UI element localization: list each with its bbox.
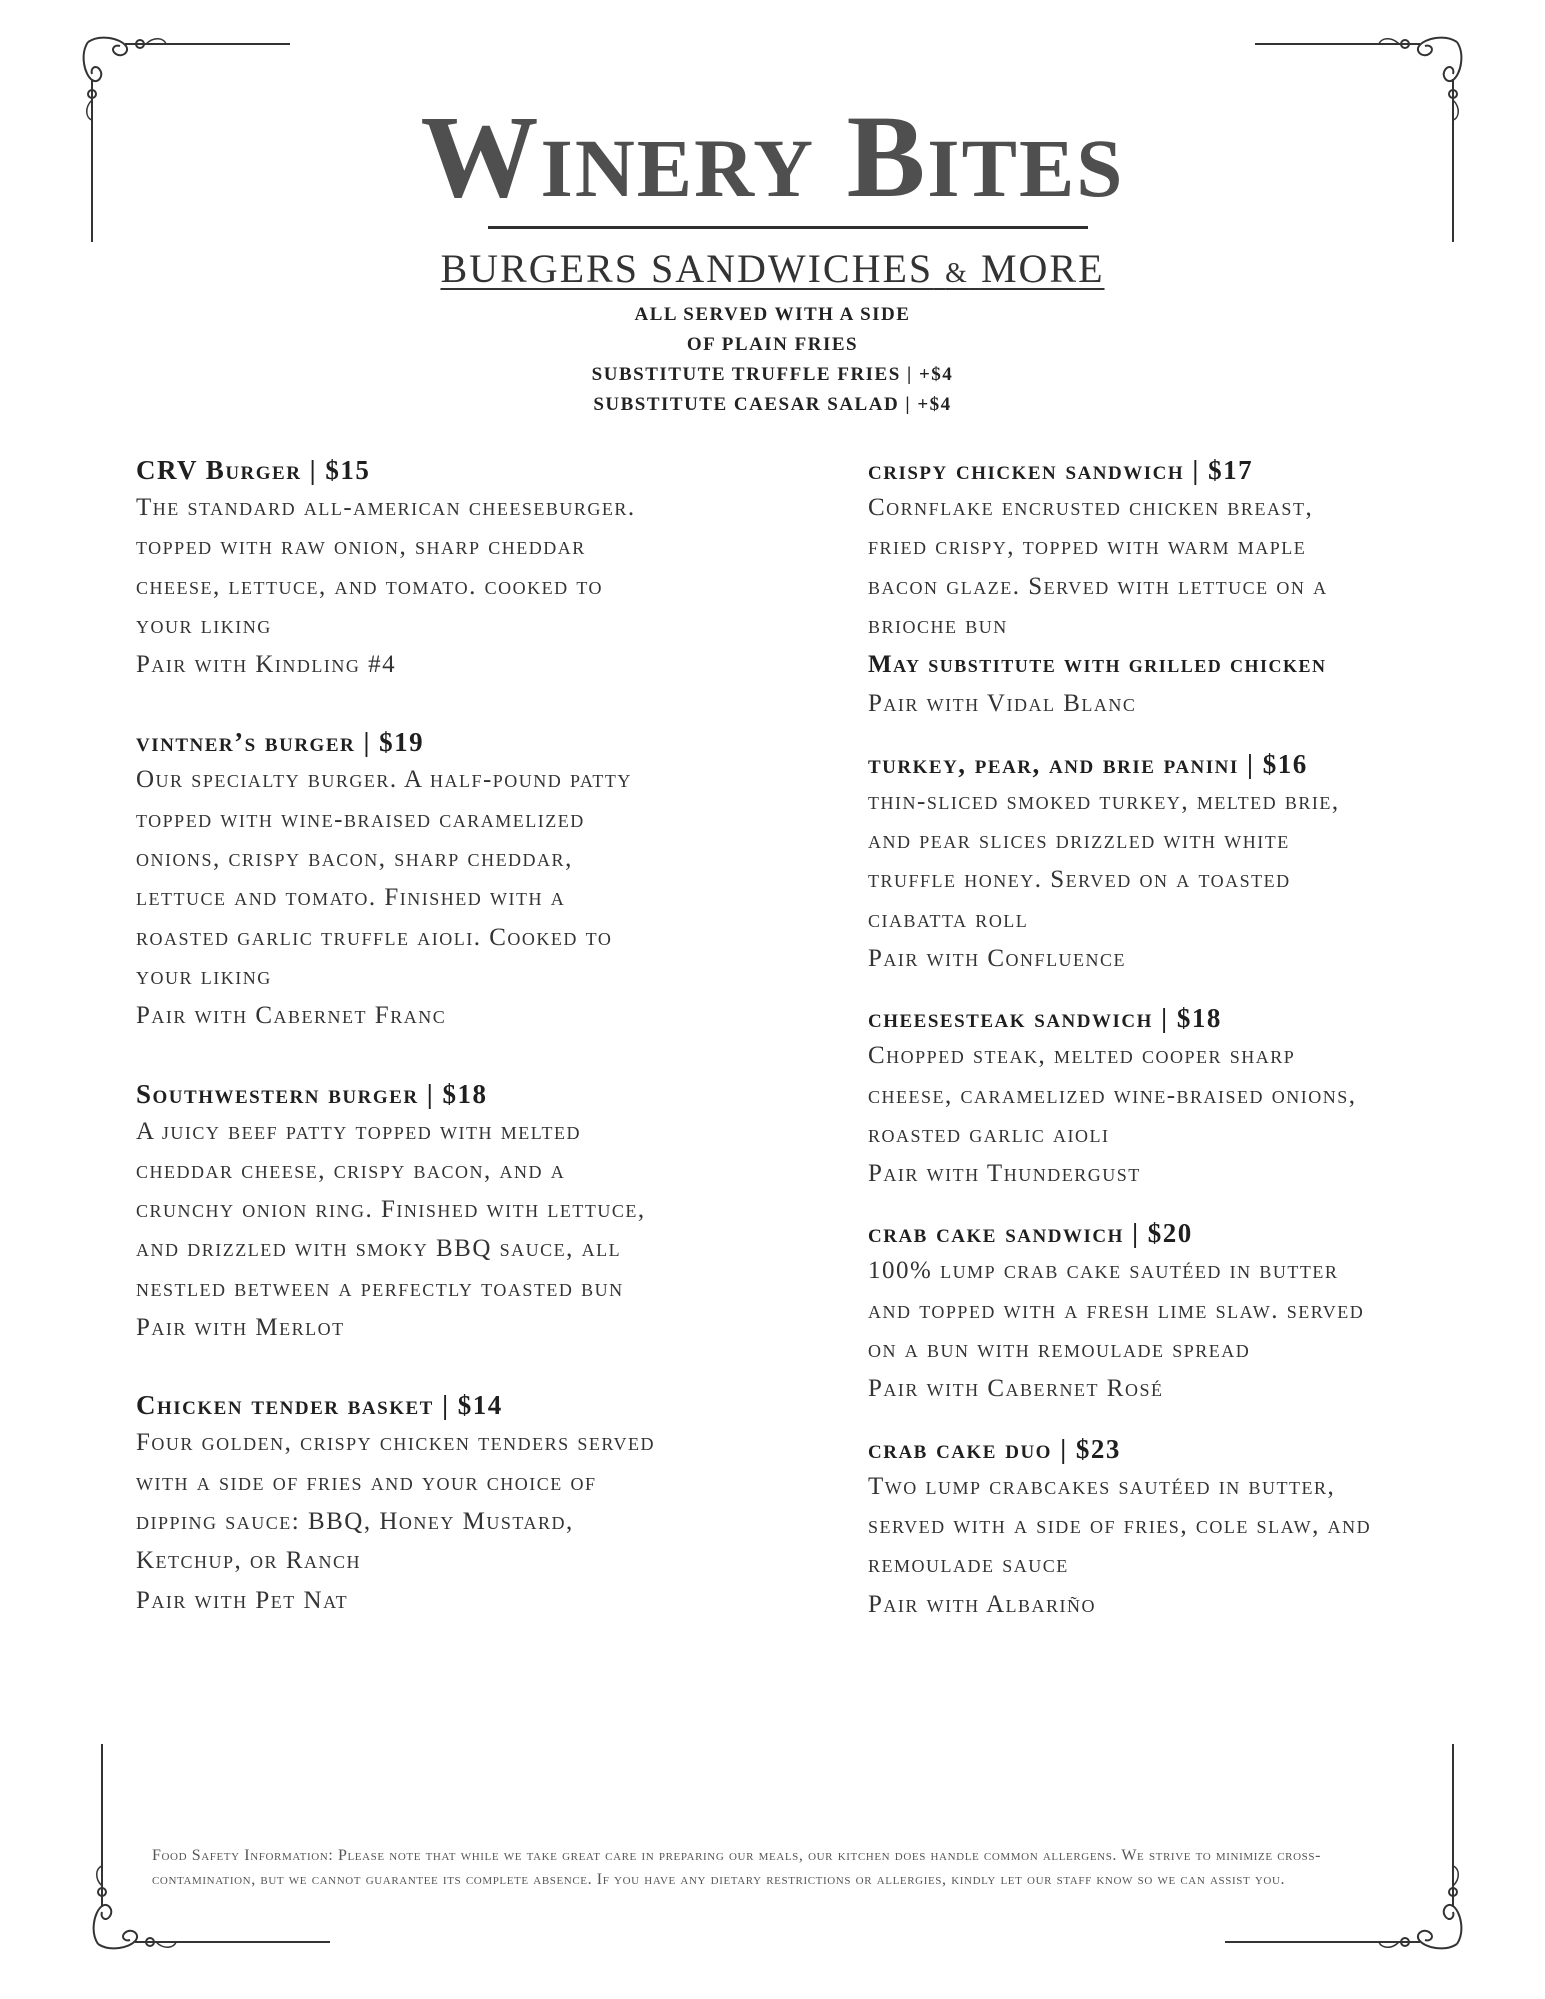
subtitle-end: MORE: [980, 246, 1105, 291]
menu-item-description: Our specialty burger. A half-pound patty topped with wine-braised caramelized onions, crispy bacon, sharp cheddar, lettuce and tomato. Finished with a roasted garlic truffle aioli. Cooked to your liking: [136, 766, 632, 990]
menu-item-name: crab cake sandwich | $20: [868, 1218, 1193, 1249]
menu-item-name: vintner’s burger | $19: [136, 727, 425, 758]
side-notes: [0, 300, 1545, 420]
menu-item-description: Cornflake encrusted chicken breast, fried crispy, topped with warm maple bacon glaze. Served with lettuce on a brioche bun: [868, 494, 1328, 639]
subtitle-ampersand: &: [945, 258, 969, 289]
menu-item-description: A juicy beef patty topped with melted cheddar cheese, crispy bacon, and a crunchy onion ring. Finished with lettuce, and drizzled with smoky BBQ sauce, all nestled between a perfectly toasted bun: [136, 1117, 646, 1302]
side-note: ALL SERVED WITH A SIDE: [634, 304, 911, 325]
menu-item: [136, 1076, 756, 1348]
menu-item: [868, 1431, 1468, 1624]
menu-item-substitution: May substitute with grilled chicken: [868, 651, 1327, 679]
menu-item-pairing: Pair with Pet Nat: [136, 1586, 349, 1614]
side-note: SUBSTITUTE TRUFFLE FRIES | +$4: [591, 364, 954, 385]
title-divider: [488, 226, 1088, 229]
menu-item-pairing: Pair with Kindling #4: [136, 651, 397, 679]
menu-item-description: thin-sliced smoked turkey, melted brie, and pear slices drizzled with white truffle honey. Served on a toasted ciabatta roll: [868, 787, 1340, 933]
food-safety-notice: Food Safety Information: Please note that while we take great care in preparing our meals, our kitchen does handle common allergens. We strive to minimize cross-contamination, but we cannot guarantee its complete absence. If you have any dietary restrictions or allergies, kindly let our staff know so we can assist you.: [152, 1847, 1322, 1888]
menu-item-description: Chopped steak, melted cooper sharp cheese, caramelized wine-braised onions, roasted garlic aioli: [868, 1042, 1357, 1148]
menu-item-description: The standard all-american cheeseburger. topped with raw onion, sharp cheddar cheese, lettuce, and tomato. cooked to your liking: [136, 494, 636, 639]
menu-item-name: crispy chicken sandwich | $17: [868, 455, 1254, 485]
menu-column-right: [868, 452, 1468, 1646]
menu-item-pairing: Pair with Thundergust: [868, 1160, 1141, 1188]
menu-item-pairing: Pair with Cabernet Rosé: [868, 1375, 1164, 1403]
side-note: SUBSTITUTE CAESAR SALAD | +$4: [593, 394, 952, 415]
menu-item-name: cheesesteak sandwich | $18: [868, 1003, 1222, 1034]
subtitle-main: BURGERS SANDWICHES: [440, 246, 934, 291]
menu-item: [868, 1215, 1468, 1408]
menu-item: [136, 724, 756, 1035]
menu-item-description: Two lump crabcakes sautéed in butter, served with a side of fries, cole slaw, and remoulade sauce: [868, 1472, 1372, 1579]
menu-item-name: Southwestern burger | $18: [136, 1078, 488, 1109]
menu-item: [136, 452, 756, 684]
menu-item-pairing: Pair with Albariño: [868, 1590, 1097, 1618]
menu-item-name: Chicken tender basket | $14: [136, 1390, 503, 1421]
menu-item-description: 100% lump crab cake sautéed in butter and topped with a fresh lime slaw. served on a bun with remoulade spread: [868, 1257, 1365, 1364]
menu-item-name: crab cake duo | $23: [868, 1433, 1121, 1464]
menu-column-left: [136, 452, 756, 1660]
side-note: OF PLAIN FRIES: [686, 334, 859, 355]
menu-item: [868, 746, 1468, 978]
menu-item-pairing: Pair with Merlot: [136, 1314, 345, 1342]
menu-subtitle: [0, 245, 1545, 293]
menu-item: [136, 1387, 756, 1619]
menu-item-pairing: Pair with Vidal Blanc: [868, 690, 1137, 718]
menu-title: Winery Bites: [420, 91, 1125, 222]
menu-item-name: CRV Burger | $15: [136, 455, 371, 485]
menu-item-description: Four golden, crispy chicken tenders served with a side of fries and your choice of dipping sauce: BBQ, Honey Mustard, Ketchup, or Ranch: [136, 1429, 655, 1575]
menu-item-pairing: Pair with Confluence: [868, 944, 1127, 972]
menu-item: [868, 452, 1468, 724]
menu-item: [868, 1000, 1468, 1193]
menu-item-pairing: Pair with Cabernet Franc: [136, 1002, 447, 1030]
menu-item-name: turkey, pear, and brie panini | $16: [868, 748, 1308, 779]
